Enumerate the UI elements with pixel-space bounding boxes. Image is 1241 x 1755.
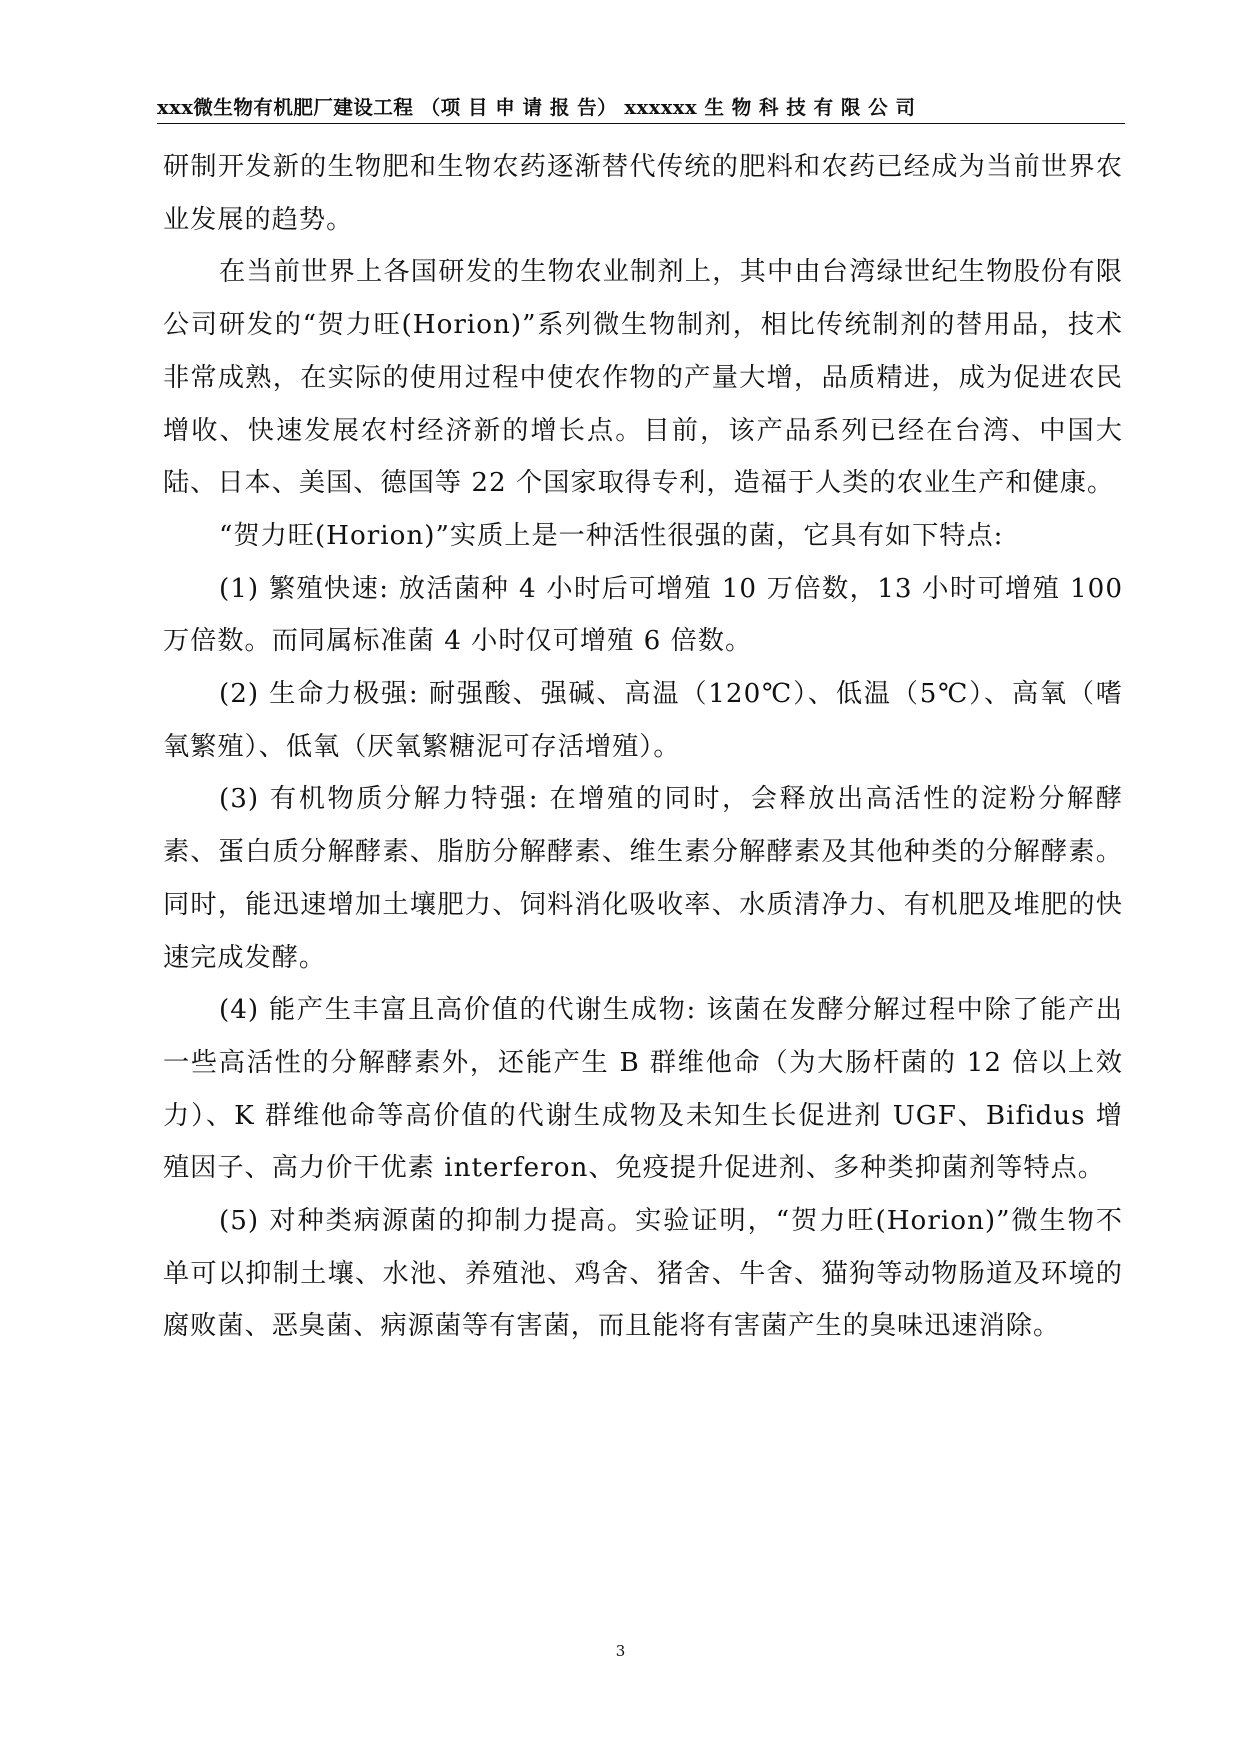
- feature-item-5: (5) 对种类病源菌的抑制力提高。实验证明，“贺力旺(Horion)”微生物不单可以抑制土壤、水池、养殖池、鸡舍、猪舍、牛舍、猫狗等动物肠道及环境的腐败菌、恶臭菌、病源菌等有害菌，而且能将有害菌产生的臭味迅速消除。: [163, 1206, 1123, 1342]
- running-header: xxx微生物有机肥厂建设工程 （项 目 申 请 报 告） xxxxxx 生 物 科 技 有 限 公 司: [157, 96, 916, 119]
- feature-item-4: (4) 能产生丰富且高价值的代谢生成物: 该菌在发酵分解过程中除了能产出一些高活性的分解酵素外，还能产生 B 群维他命（为大肠杆菌的 12 倍以上效力）、K 群维他命等高价值的代谢生成物及未知生长促进剂 UGF、Bifidus 增殖因子、高力价干优素 interferon、免疫提升促进剂、多种类抑菌剂等特点。: [163, 995, 1123, 1184]
- page-number: 3: [615, 1642, 626, 1660]
- feature-item-1: (1) 繁殖快速: 放活菌种 4 小时后可增殖 10 万倍数，13 小时可增殖 100 万倍数。而同属标准菌 4 小时仅可增殖 6 倍数。: [163, 573, 1123, 657]
- paragraph-continued: 研制开发新的生物肥和生物农药逐渐替代传统的肥料和农药已经成为当前世界农业发展的趋势。: [163, 152, 1123, 235]
- feature-item-3: (3) 有机物质分解力特强: 在增殖的同时，会释放出高活性的淀粉分解酵素、蛋白质分解酵素、脂肪分解酵素、维生素分解酵素及其他种类的分解酵素。同时，能迅速增加土壤肥力、饲料消化吸收率、水质清净力、有机肥及堆肥的快速完成发酵。: [163, 784, 1123, 973]
- document-body: [163, 141, 1123, 1353]
- paragraph-features-lead: “贺力旺(Horion)”实质上是一种活性很强的菌，它具有如下特点:: [219, 520, 1004, 551]
- paragraph-intro: 在当前世界上各国研发的生物农业制剂上，其中由台湾绿世纪生物股份有限公司研发的“贺力旺(Horion)”系列微生物制剂，相比传统制剂的替用品，技术非常成熟，在实际的使用过程中使农作物的产量大增，品质精进，成为促进农民增收、快速发展农村经济新的增长点。目前，该产品系列已经在台湾、中国大陆、日本、美国、德国等 22 个国家取得专利，造福于人类的农业生产和健康。: [163, 257, 1123, 499]
- feature-item-2: (2) 生命力极强: 耐强酸、强碱、高温（120℃）、低温（5℃）、高氧（嗜氧繁殖）、低氧（厌氧繁糖泥可存活增殖）。: [163, 679, 1123, 762]
- header-divider: [157, 123, 1125, 124]
